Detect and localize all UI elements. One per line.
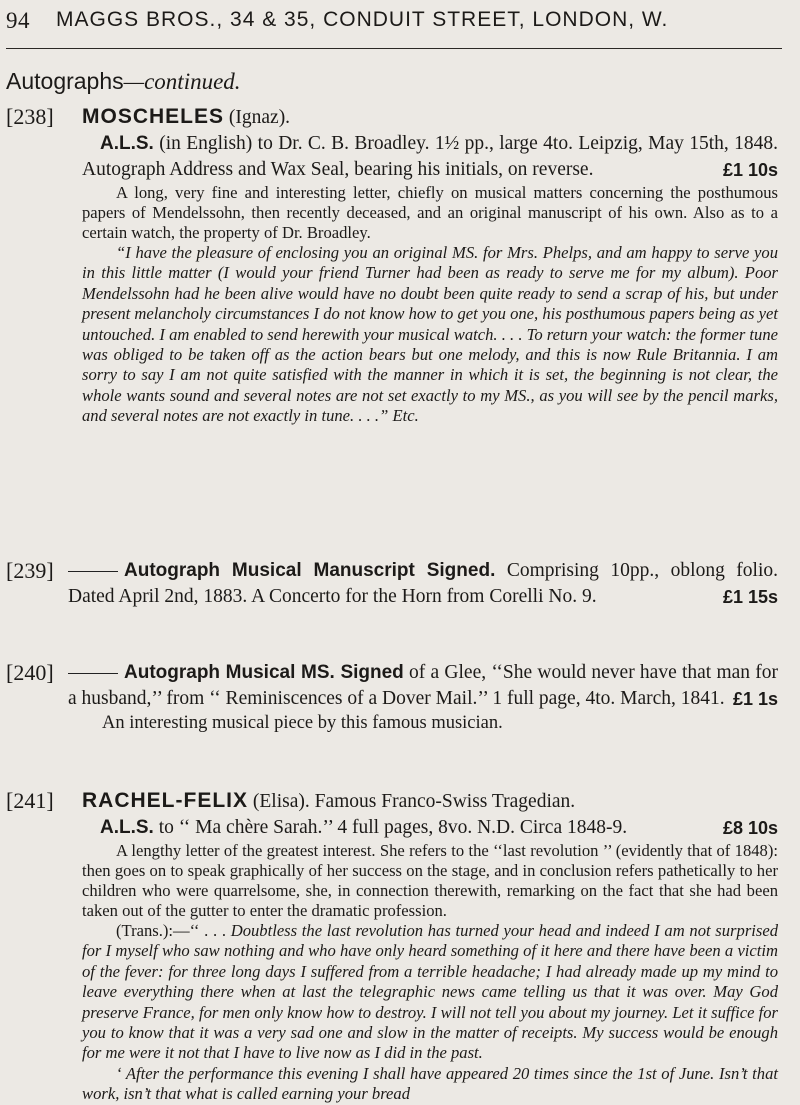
entry-price: £1 1s [732, 689, 778, 709]
entry-quote [82, 921, 778, 1064]
entry-heading [68, 660, 778, 712]
entry-price: £1 15s [722, 587, 778, 607]
entry-heading-text: Comprising 10pp., oblong folio. Dated April 2nd, 1883. A Concerto for the Horn from Corelli No. 9. [68, 560, 779, 607]
entry-description: A lengthy letter of the greatest interest. She refers to the ‘‘last revolution ’’ (evidently that of 1848): then goes on to speak graphically of her success on the stage, and in conclusion refers pathetically to her children who were quarrelsome, she, in connection therewith, remarking on the fact that she had been taken out of the gutter to enter the dramatic profession. [82, 841, 778, 920]
entry-description: A long, very fine and interesting letter, chiefly on musical matters concerning the posthumous papers of Mendelssohn, then recently deceased, and an original manuscript of his own. Also as to a certain watch, the property of Dr. Broadley. [82, 183, 778, 242]
entry-body [68, 558, 778, 610]
header-title: MAGGS BROS., 34 & 35, CONDUIT STREET, LONDON, W. [56, 8, 669, 31]
entry-name: Autograph Musical MS. Signed [124, 662, 404, 683]
entry-price: £8 10s [722, 818, 778, 838]
ditto-dash [68, 673, 118, 674]
section-title [6, 68, 241, 95]
entry-format: A.L.S. [100, 133, 154, 154]
entry-name: RACHEL-FELIX [82, 789, 248, 812]
quote-text: Doubtless the last revolution has turned your head and indeed I am not surprised for I myself who saw nothing and who have only heard something of it here and there have been a victim of the fever: for three long days I suffered from a terrible headache; I had already made up my mind to leave everything there when at last the telegraphic news came telling us that it was over. May God preserve France, for men only know how to destroy. I will not tell you about my journey. Let it suffice for you to know that it was a very sad one and slow in the matter of receipts. My success would be enough for me were it not that I have to live now as I did in the past. [82, 921, 779, 1063]
entry-heading-text: (in English) to Dr. C. B. Broadley. 1½ pp., large 4to. Leipzig, May 15th, 1848. Autograph Address and Wax Seal, bearing his initials, on reverse. [82, 133, 778, 180]
entry-description: An interesting musical piece by this famous musician. [102, 713, 503, 733]
quote-lead: (Trans.):—‘‘ . . . [116, 921, 226, 940]
entry-format: A.L.S. [100, 817, 154, 838]
entry-body [82, 788, 778, 1105]
header-rule [6, 48, 782, 49]
entry-price: £1 10s [722, 160, 778, 180]
entry-body [82, 104, 778, 427]
section-name: Autographs [6, 68, 124, 94]
entry-quote-continued: ‘ After the performance this evening I shall have appeared 20 times since the 1st of June. Isn’t that work, isn’t that what is called earning your bread [82, 1063, 778, 1104]
lot-number: [240] [6, 660, 54, 685]
ditto-dash [68, 571, 118, 572]
lot-number: [239] [6, 558, 54, 583]
entry-name: MOSCHELES [82, 105, 225, 128]
entry-name-rest: (Ignaz). [228, 107, 291, 128]
entry-heading-text: to ‘‘ Ma chère Sarah.’’ 4 full pages, 8vo. N.D. Circa 1848-9. [158, 817, 628, 838]
entry-name-rest: (Elisa). Famous Franco-Swiss Tragedian. [252, 791, 576, 812]
lot-number: [238] [6, 104, 54, 129]
entry-body [68, 660, 778, 734]
entry-heading-text: of a Glee, ‘‘She would never have that man for a husband,’’ from ‘‘ Reminiscences of a Dover Mail.’’ 1 full page, 4to. March, 1841. [68, 662, 779, 709]
section-continued: —continued. [123, 69, 241, 94]
lot-number: [241] [6, 788, 54, 813]
entry-name: Autograph Musical Manuscript Signed. [124, 560, 496, 581]
entry-quote: “I have the pleasure of enclosing you an original MS. for Mrs. Phelps, and am happy to serve you in this little matter (I would your friend Turner had been as ready to serve me for my album). Poor Mendelssohn had he been alive would have no doubt been quite ready to send a scrap of his, but under present melancholy circumstances I do not know how to get you one, his posthumous papers being as yet untouched. I am enabled to send herewith your musical watch. . . . To return your watch: the former tune was obliged to be taken off as the action bears but one melody, and this is now Rule Britannia. I am sorry to say I am not quite satisfied with the manner in which it is set, the beginning is not clear, the whole wants sound and several notes are not set exactly to my MS., as you will see by the pencil marks, and several notes are not exactly in tune. . . .” Etc. [82, 243, 778, 426]
page-number: 94 [6, 8, 30, 33]
